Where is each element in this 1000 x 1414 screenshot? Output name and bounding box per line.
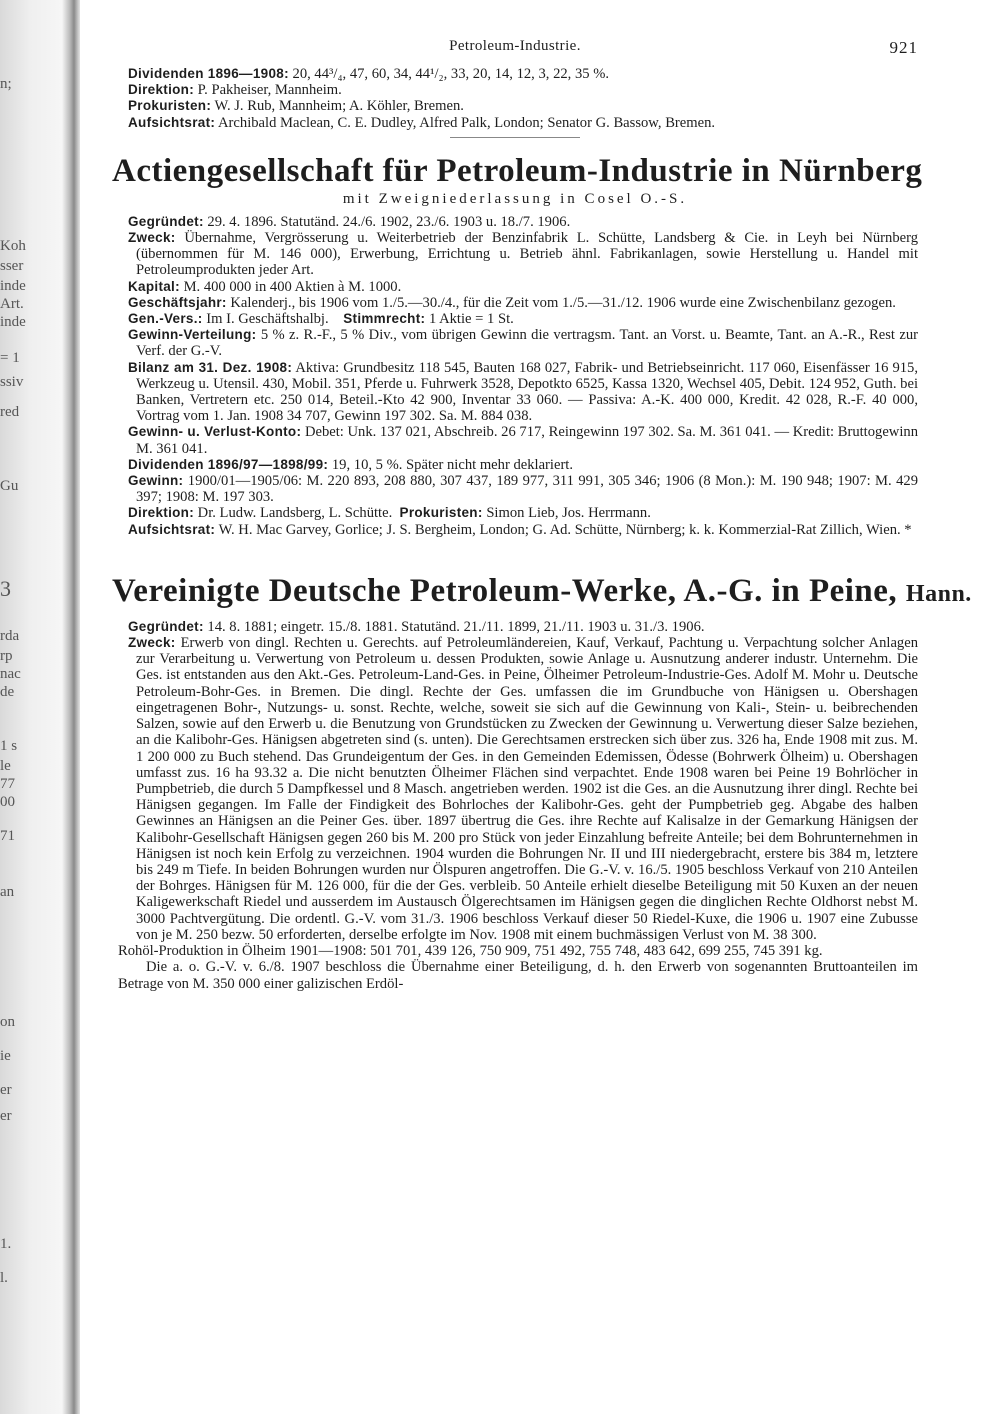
entry-text: W. J. Rub, Mannheim; A. Köhler, Bremen. bbox=[214, 98, 464, 115]
dividends-entry bbox=[112, 66, 918, 82]
purpose-entry bbox=[112, 635, 918, 943]
profit-loss-entry bbox=[112, 424, 918, 456]
company-title bbox=[112, 572, 972, 613]
crude-oil-production: Rohöl-Produktion in Ölheim 1901—1908: 501 701, 439 126, 750 909, 751 492, 755 748, 483 642, 699 255, 745 391 kg. bbox=[118, 942, 823, 959]
entry-label: Dividenden 1896—1908: bbox=[128, 66, 289, 81]
gutter-fragment: Gu bbox=[0, 478, 19, 494]
founded-entry bbox=[112, 214, 918, 230]
entry-text: 14. 8. 1881; eingetr. 15./8. 1881. Statutänd. 21./11. 1899, 21./11. 1903 u. 31./3. 1906. bbox=[207, 618, 705, 635]
entry-label: Geschäftsjahr: bbox=[128, 294, 227, 310]
entry-label: Gewinn: bbox=[128, 473, 184, 489]
gutter-fragment: ssiv bbox=[0, 374, 24, 390]
entry-label: Gewinn-Verteilung: bbox=[128, 327, 257, 343]
entry-label: Aufsichtsrat: bbox=[128, 114, 216, 130]
entry-text: Erwerb von dingl. Rechten u. Gerechts. auf Petroleumländereien, Kauf, Verkauf, Pachtung u. Verpachtung solcher Anlagen zur Verarbeitung u. Verwertung von Petroleum u. dessen Produkten, sowie Anlage u. Ausnutzung anderer industr. Unternehm. Die Ges. ist entstanden aus den Akt.-Ges. Petroleum-Land-Ges. in Peine, Ölheimer Petroleum-Industrie-Ges. Adolf M. Mohr u. Deutsche Petroleum-Bohr-Ges. in Bremen. Die dingl. Rechte der Ges. umfassen die im Grundbuche von Hänigsen u. Obershagen eingetragenen Bohr-, Nutzungs- u. sonst. Rechte, welche, soweit sie sich auf die Gewinnung von Kali-, Stein- u. beibrechenden Salzen, sowie auf den Erwerb u. die Benutzung von Grundstücken zu Zwecken der Gewinnung u. Verwertung dieser Salze beziehen, an die Kalibohr-Ges. Hänigsen abgetreten sind (s. unten). Die Gerechtsamen erstrecken sich über zus. 326 ha, Ende 1908 mit zus. M. 1 200 000 zu Buch stehend. Das Grundeigentum der Ges. in den Gemeinden Edemissen, Ödesse (Bohrwerk Ölheim) u. Obershagen umfasst zus. 16 ha 93.32 a. Die nicht benutzten Ölheimer Flächen sind verpachtet. Ende 1908 waren bei Peine 19 Bohrlöcher in Pumpbetrieb, die durch 5 Dampfkessel und 8 Masch. angetrieben werden. 1902 ist die Ges. an die Ausnutzung ihrer dingl. Rechte bei Hänigsen gegangen. Im Falle der Findigkeit des Bohrloches der Kalibohr-Ges. geht der Pumpbetrieb geg. Abgabe des halben Gewinnes an Hänigsen an die Peiner Ges. über. 1897 übertrug die Ges. ihre Rechte auf Kalisalze in der Gemarkung Hänigsen der Kalibohr-Gesellschaft Hänigsen gegen 260 bis M. 200 pro Stück von jeder Einzahlung befreite Anteile; bei dem Bohrunternehmen in Hänigsen ist noch kein Erfolg zu verzeichnen. 1904 wurden die Bohrungen Nr. II und III niedergebracht, erstere bis 384 m, letztere bis 249 m Tiefe. In beiden Bohrungen wurden nur Ölspuren angetroffen. Die G.-V. v. 16./5. 1905 beschloss Verkauf von 210 Anteilen der Bohrges. Hänigsen für M. 126 000, für die der Ges. verbleib. 50 Anteile erhielt dieselbe Beteiligung mit 50 Kuxen an der neuen Kaligewerkschaft Riedel und ausserdem im Austausch Ölgerechtsamen im Hänigsen gegen die dinglichen Rechte Oldhorst nebst M. 3000 Pachtvergütung. Die ordentl. G.-V. vom 31./3. 1906 beschloss Verkauf dieser 50 Riedel-Kuxe, die 1906 u. 1907 eine Zubusse von je M. 250 bezw. 50 erforderten, derselbe erfolgte im Nov. 1908 mit einem buchmässigen Verlust von M. 38 300. bbox=[136, 635, 918, 943]
entry-label: Prokuristen: bbox=[128, 98, 212, 114]
gutter-fragment: = 1 bbox=[0, 350, 20, 366]
gutter-fragment: 71 bbox=[0, 828, 15, 844]
company-title-suffix: Hann. bbox=[905, 580, 972, 607]
entry-label: Stimmrecht: bbox=[343, 311, 426, 327]
page-number: 921 bbox=[889, 38, 918, 57]
gutter-fragment: l. bbox=[0, 1270, 8, 1286]
entry-text: W. H. Mac Garvey, Gorlice; J. S. Bergheim, London; G. Ad. Schütte, Nürnberg; k. k. Kommerzial-Rat Zillich, Wien. * bbox=[218, 521, 912, 538]
supervisory-board-entry bbox=[112, 522, 918, 538]
entry-label: Bilanz am 31. Dez. 1908: bbox=[128, 359, 293, 375]
gutter-fragment: Koh bbox=[0, 238, 26, 254]
fiscal-year-entry bbox=[112, 295, 918, 311]
running-head-title: Petroleum-Industrie. bbox=[449, 38, 581, 54]
entry-text: 19, 10, 5 %. Später nicht mehr deklariert. bbox=[331, 456, 574, 473]
profit-distribution-entry bbox=[112, 327, 918, 359]
gutter-fragment: 1 s bbox=[0, 738, 18, 754]
company-section-peine bbox=[112, 572, 972, 992]
gutter-fragment: n; bbox=[0, 76, 12, 92]
entry-label: Gegründet: bbox=[128, 618, 204, 634]
entry-label: Zweck: bbox=[128, 230, 176, 246]
gutter-fragment: rda bbox=[0, 628, 20, 644]
entry-label: Gen.-Vers.: bbox=[128, 311, 203, 327]
page-column bbox=[112, 36, 972, 992]
gutter-fragment: er bbox=[0, 1108, 12, 1124]
supervisory-board-entry bbox=[112, 115, 918, 131]
company-title-main: Vereinigte Deutsche Petroleum-Werke, A.-G. in Peine, bbox=[112, 572, 898, 609]
entry-text: Kalenderj., bis 1906 vom 1./5.—30./4., für die Zeit vom 1./5.—31./12. 1906 wurde eine Zwischenbilanz gezogen. bbox=[230, 294, 896, 311]
gutter-fragment: an bbox=[0, 884, 15, 900]
gutter-fragment: 77 bbox=[0, 776, 15, 792]
purpose-entry bbox=[112, 230, 918, 279]
section-divider bbox=[450, 137, 580, 138]
gutter-fragment: 3 bbox=[0, 576, 11, 601]
section-spacer bbox=[112, 538, 918, 558]
gutter-fragment: sser bbox=[0, 258, 24, 274]
entry-text: Dr. Ludw. Landsberg, L. Schütte. bbox=[197, 505, 393, 522]
entry-text: 5 % z. R.-F., 5 % Div., vom übrigen Gewinn die vertragsm. Tant. an Vorst. u. Beamte, Tant. an A.-R., Rest zur Verf. der G.-V. bbox=[136, 327, 918, 360]
gutter-fragment: 00 bbox=[0, 794, 15, 810]
body-paragraph: Die a. o. G.-V. v. 6./8. 1907 beschloss die Übernahme einer Beteiligung, d. h. den Erwerb von sogenannten Bruttoanteilen im Betrage von M. 350 000 einer galizischen Erdöl- bbox=[118, 959, 918, 992]
entry-label: Direktion: bbox=[128, 505, 195, 521]
entry-text: 1 Aktie = 1 St. bbox=[428, 311, 514, 328]
entry-text: Aktiva: Grundbesitz 118 545, Bauten 168 027, Fabrik- und Betriebseinricht. 117 060, Eisenfässer 16 915, Werkzeug u. Utensil. 430, Mobil. 351, Pferde u. Fuhrwerk 3528, Depotkto 6525, Kassa 1320, Wechsel 405, Debit. 124 952, Guth. bei Banken, Vertretern etc. 250 014, Beteil.-Kto 42 900, Inventar 33 060. — Passiva: A.-K. 400 000, Kredit. 42 028, R.-F. 40 000, Vortrag vom 1. Jan. 1908 34 707, Gewinn 197 302. Sa. M. 884 038. bbox=[136, 359, 918, 425]
entry-label: Aufsichtsrat: bbox=[128, 521, 216, 537]
company-subtitle: mit Zweigniederlassung in Cosel O.-S. bbox=[342, 190, 688, 207]
capital-entry bbox=[112, 279, 918, 295]
direction-entry bbox=[112, 82, 918, 98]
binding-gutter bbox=[0, 0, 80, 1414]
entry-label: Gegründet: bbox=[128, 213, 204, 229]
gutter-fragment: inde bbox=[0, 278, 26, 294]
entry-text: P. Pakheiser, Mannheim. bbox=[197, 82, 342, 99]
entry-text: Im I. Geschäftshalbj. bbox=[206, 311, 329, 328]
proxies-entry bbox=[112, 98, 918, 114]
entry-label: Prokuristen: bbox=[399, 505, 483, 521]
gutter-fragment: nac bbox=[0, 666, 21, 682]
entry-label: Dividenden 1896/97—1898/99: bbox=[128, 456, 329, 472]
entry-text: 1900/01—1905/06: M. 220 893, 208 880, 307 437, 189 977, 311 991, 305 346; 1906 (8 Mon.): M. 190 948; 1907: M. 429 397; 1908: M. 197 303. bbox=[136, 473, 918, 506]
company-title: Actiengesellschaft für Petroleum-Industrie in Nürnberg bbox=[112, 152, 923, 189]
gutter-fragment: Art. bbox=[0, 296, 24, 312]
gutter-fragment: rp bbox=[0, 648, 13, 664]
entry-label: Kapital: bbox=[128, 278, 180, 294]
dividends-entry bbox=[112, 457, 918, 473]
direction-entry bbox=[112, 505, 918, 521]
running-head bbox=[112, 36, 918, 66]
gutter-fragment: 1. bbox=[0, 1236, 12, 1252]
balance-sheet-entry bbox=[112, 360, 918, 425]
founded-entry bbox=[112, 619, 918, 635]
entry-text: Simon Lieb, Jos. Herrmann. bbox=[486, 505, 651, 522]
gutter-fragment: red bbox=[0, 404, 20, 420]
gutter-fragment: le bbox=[0, 758, 11, 774]
gutter-fragment: on bbox=[0, 1014, 15, 1030]
previous-company-tail bbox=[112, 66, 918, 131]
gutter-fragment: de bbox=[0, 684, 15, 700]
gutter-fragment: er bbox=[0, 1082, 12, 1098]
entry-text: Übernahme, Vergrösserung u. Weiterbetrieb der Benzinfabrik L. Schütte, Landsberg & Cie. in Leyh bei Nürnberg (übernommen für M. 146 000), Erwerbung, Errichtung u. Betrieb ähnl. Fabrikanlagen, sowie Herstellung u. Handel mit Petroleumprodukten jeder Art. bbox=[136, 230, 918, 279]
entry-label: Zweck: bbox=[128, 635, 176, 651]
company-section-nuernberg bbox=[112, 152, 923, 538]
entry-label: Gewinn- u. Verlust-Konto: bbox=[128, 424, 302, 440]
general-meeting-entry bbox=[112, 311, 918, 327]
entry-text: 20, 44³/₄, 47, 60, 34, 44¹/₂, 33, 20, 14, 12, 3, 22, 35 %. bbox=[292, 66, 610, 82]
profit-entry bbox=[112, 473, 918, 505]
entry-text: Debet: Unk. 137 021, Abschreib. 26 717, Reingewinn 197 302. Sa. M. 361 041. — Kredit: Bruttogewinn M. 361 041. bbox=[136, 424, 918, 457]
entry-text: M. 400 000 in 400 Aktien à M. 1000. bbox=[183, 278, 402, 295]
entry-label: Direktion: bbox=[128, 82, 195, 98]
gutter-fragment: ie bbox=[0, 1048, 11, 1064]
entry-text: 29. 4. 1896. Statutänd. 24./6. 1902, 23./6. 1903 u. 18./7. 1906. bbox=[207, 213, 571, 230]
gutter-fragment: inde bbox=[0, 314, 26, 330]
entry-text: Archibald Maclean, C. E. Dudley, Alfred Palk, London; Senator G. Bassow, Bremen. bbox=[218, 114, 716, 131]
